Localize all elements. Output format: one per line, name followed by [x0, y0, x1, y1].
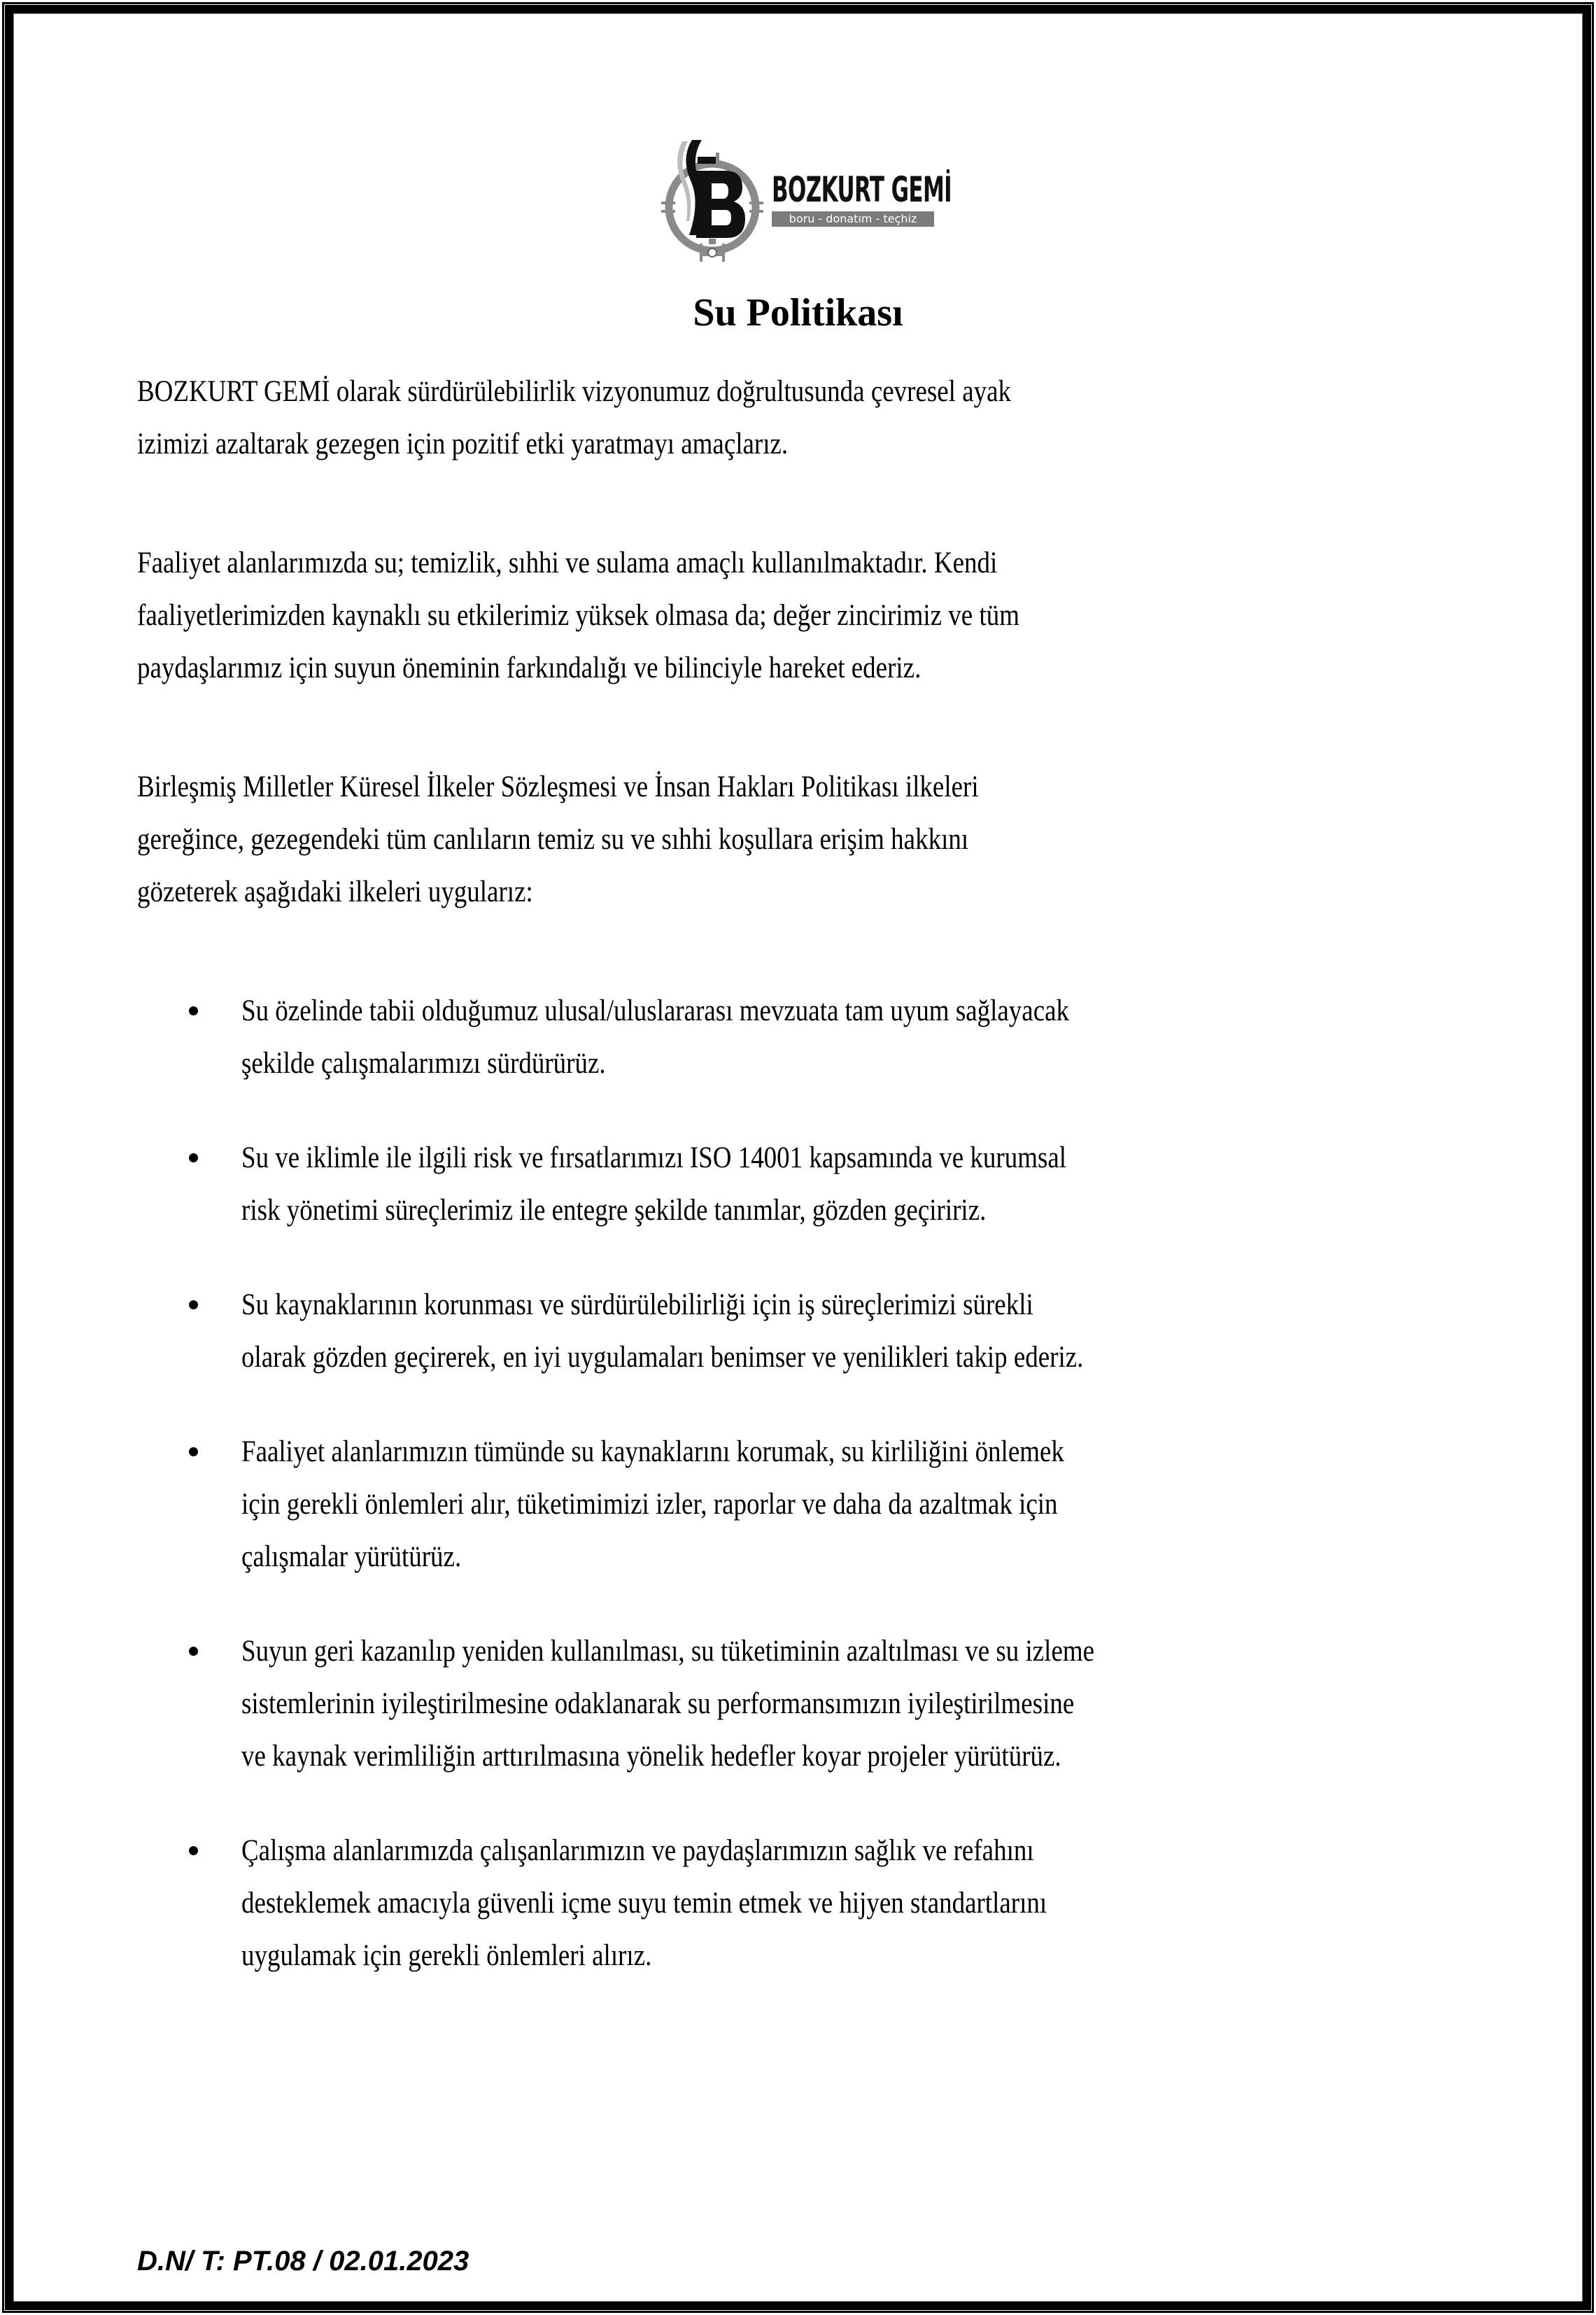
paragraph-line: paydaşlarımız için suyun öneminin farkındalığı ve bilinciyle hareket ederiz.	[137, 652, 921, 684]
list-item-line: Faaliyet alanlarımızın tümünde su kaynaklarını korumak, su kirliliğini önlemek	[241, 1435, 1064, 1468]
list-item-line: ve kaynak verimliliğin arttırılmasına yönelik hedefler koyar projeler yürütürüz.	[241, 1740, 1061, 1773]
pipe-ring-b-emblem-icon	[661, 137, 766, 263]
bullet-icon	[189, 1447, 198, 1456]
bullet-icon	[189, 1647, 198, 1656]
list-item-line: sistemlerinin iyileştirilmesine odaklanarak su performansımızın iyileştirilmesine	[241, 1687, 1075, 1720]
list-item-line: Çalışma alanlarımızda çalışanlarımızın ve paydaşlarımızın sağlık ve refahını	[241, 1834, 1034, 1867]
document-code: D.N/ T: PT.08 / 02.01.2023	[137, 2246, 469, 2277]
list-item-line: risk yönetimi süreçlerimiz ile entegre şekilde tanımlar, gözden geçiririz.	[241, 1194, 987, 1227]
list-item-line: Su ve iklimle ile ilgili risk ve fırsatlarımızı ISO 14001 kapsamında ve kurumsal	[241, 1141, 1067, 1174]
list-item-line: Su kaynaklarının korunması ve sürdürülebilirliği için iş süreçlerimizi sürekli	[241, 1288, 1033, 1321]
bullet-icon	[189, 1006, 198, 1015]
paragraph-line: Faaliyet alanlarımızda su; temizlik, sıhhi ve sulama amaçlı kullanılmaktadır. Kendi	[137, 547, 998, 579]
brand-wordmark: BOZKURT GEMİ	[772, 169, 952, 210]
paragraph-line: izimizi azaltarak gezegen için pozitif etki yaratmayı amaçlarız.	[137, 428, 789, 460]
list-item-line: şekilde çalışmalarımızı sürdürürüz.	[241, 1047, 606, 1080]
list-item-line: desteklemek amacıyla güvenli içme suyu temin etmek ve hijyen standartlarını	[241, 1887, 1047, 1920]
bullet-icon	[189, 1300, 198, 1309]
list-item-line: olarak gözden geçirerek, en iyi uygulamaları benimser ve yenilikleri takip ederiz.	[241, 1341, 1084, 1374]
page-title: Su Politikası	[693, 291, 903, 335]
list-item-line: çalışmalar yürütürüz.	[241, 1540, 462, 1573]
paragraph-line: gözeterek aşağıdaki ilkeleri uygularız:	[137, 875, 533, 908]
paragraph-line: BOZKURT GEMİ olarak sürdürülebilirlik vizyonumuz doğrultusunda çevresel ayak	[137, 375, 1012, 408]
list-item-line: için gerekli önlemleri alır, tüketimimizi izler, raporlar ve daha da azaltmak için	[241, 1488, 1058, 1521]
company-logo	[661, 137, 952, 263]
paragraph-line: Birleşmiş Milletler Küresel İlkeler Sözleşmesi ve İnsan Hakları Politikası ilkeleri	[137, 771, 979, 803]
list-item-line: uygulamak için gerekli önlemleri alırız.	[241, 1939, 652, 1972]
bullet-icon	[189, 1153, 198, 1162]
list-item-line: Su özelinde tabii olduğumuz ulusal/uluslararası mevzuata tam uyum sağlayacak	[241, 994, 1070, 1027]
bullet-icon	[189, 1846, 198, 1855]
paragraph-line: faaliyetlerimizden kaynaklı su etkilerimiz yüksek olmasa da; değer zincirimiz ve tüm	[137, 599, 1019, 632]
brand-tagline: boru - donatım - teçhiz	[772, 211, 934, 227]
list-item-line: Suyun geri kazanılıp yeniden kullanılması, su tüketiminin azaltılması ve su izleme	[241, 1635, 1095, 1668]
paragraph-line: gereğince, gezegendeki tüm canlıların temiz su ve sıhhi koşullara erişim hakkını	[137, 823, 969, 856]
